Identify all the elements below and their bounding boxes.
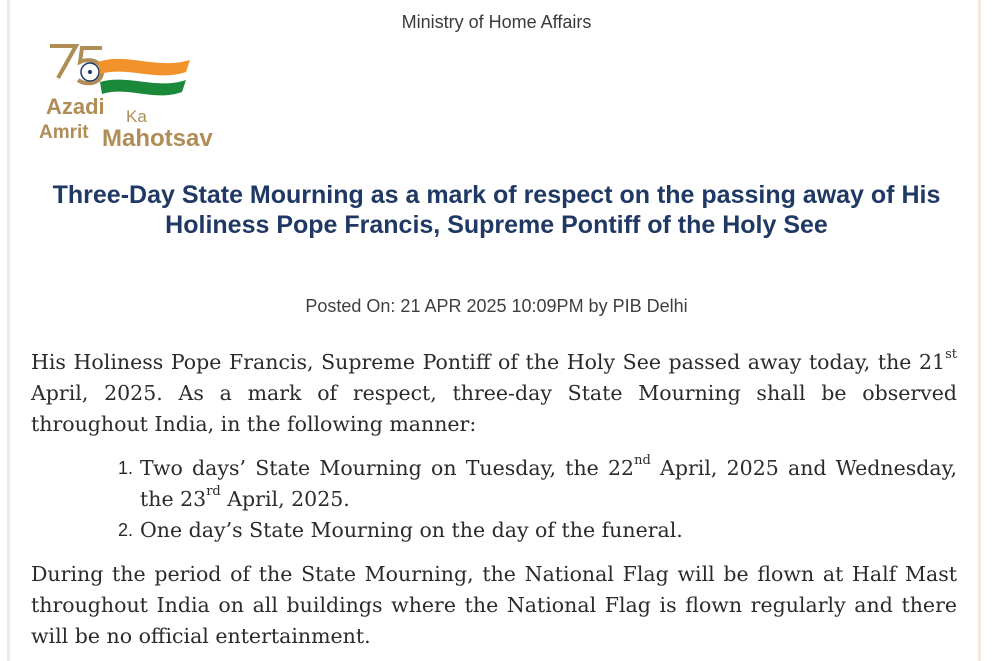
flag-green-band: [100, 80, 186, 96]
list-item-part1: Two days’ State Mourning on Tuesday, the 22: [140, 456, 635, 480]
flag-saffron-band: [98, 59, 190, 76]
ordinal-suffix: st: [945, 347, 957, 363]
ministry-heading: Ministry of Home Affairs: [401, 12, 592, 32]
mourning-list: [118, 453, 957, 546]
paragraph-intro-part1: His Holiness Pope Francis, Supreme Pontiff of the Holy See passed away today, the 21: [31, 350, 946, 374]
posted-on-line: Posted On: 21 APR 2025 10:09PM by PIB Delhi: [305, 296, 688, 316]
logo-text-azadi: Azadi: [46, 94, 105, 119]
list-number: 2.: [118, 520, 134, 540]
paragraph-intro-part2: April, 2025. As a mark of respect, three-day State Mourning shall be observed throughout India, in the following manner:: [31, 381, 957, 436]
logo-text-ka: Ka: [126, 107, 147, 126]
logo-text-amrit: Amrit: [39, 122, 89, 143]
ordinal-suffix: rd: [206, 484, 221, 500]
azadi-ka-amrit-mahotsav-logo: [36, 42, 236, 152]
paragraph-flag: During the period of the State Mourning, the National Flag will be flown at Half Mast throughout India on all buildings where the National Flag is flown regularly and there will be no official entertainment.: [31, 562, 957, 648]
list-item-part3: April, 2025.: [220, 487, 350, 511]
logo-graphic: [36, 42, 236, 152]
ordinal-suffix: nd: [634, 453, 651, 469]
logo-seven-stroke: [50, 46, 76, 78]
list-number: 1.: [118, 458, 134, 478]
list-item-text: One day’s State Mourning on the day of the funeral.: [140, 518, 683, 542]
list-item: [118, 515, 957, 546]
logo-text-mahotsav: Mahotsav: [102, 125, 213, 152]
page-title: Three-Day State Mourning as a mark of respect on the passing away of His Holiness Pope Francis, Supreme Pontiff of the Holy See: [52, 181, 941, 239]
list-item: [118, 453, 957, 515]
list-item-part2: April, 2025 and Wednesday, the 23: [140, 456, 958, 511]
paragraph-intro: [31, 347, 957, 440]
logo-five-stroke: [78, 48, 102, 83]
